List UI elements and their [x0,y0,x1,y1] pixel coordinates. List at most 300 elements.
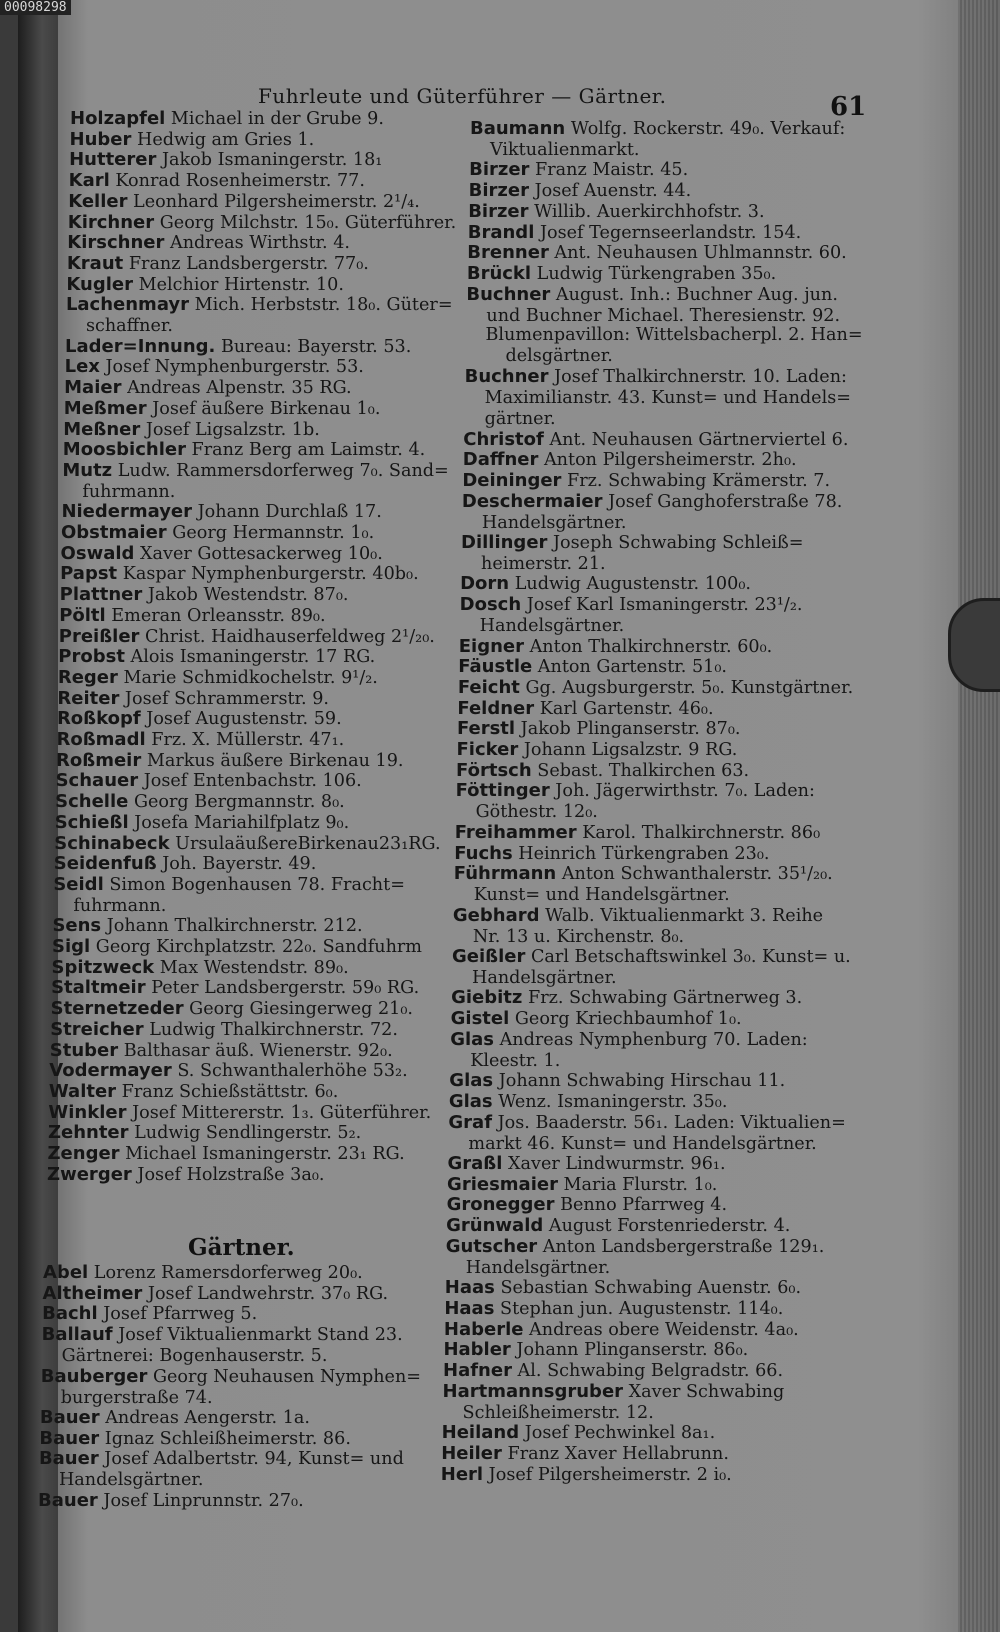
directory-entry [443,1381,843,1424]
entry-surname: Schelle [55,791,129,813]
entry-surname: Graßl [447,1153,503,1174]
entry-details: Georg Bergmannstr. 8₀. [133,792,345,813]
entry-surname: Buchner [464,366,549,388]
entry-details: Johann Durchlaß 17. [197,502,382,523]
directory-entry [446,1215,846,1237]
directory-entry [460,594,860,637]
directory-entry [67,211,457,234]
directory-entry [54,853,434,875]
directory-entry [444,1298,844,1320]
directory-entry [55,812,435,834]
entry-details: Heinrich Türkengraben 23₀. [518,843,770,864]
directory-entry [41,1366,431,1409]
entry-surname: Oswald [60,542,135,564]
directory-entry [460,573,860,595]
entry-surname: Hartmannsgruber [442,1380,624,1402]
directory-entry [463,449,863,471]
directory-entry [446,1236,846,1279]
directory-entry [444,1319,844,1341]
directory-entry [65,294,453,337]
entry-surname: Preißler [58,625,140,647]
directory-entry [457,718,857,740]
entry-continuation: Göthestr. 12₀. [475,802,598,823]
entry-surname: Kugler [66,273,133,295]
entry-continuation: Kunst= und Handelsgärtner. [473,885,730,906]
entry-surname: Geißler [452,946,526,967]
entry-details: Anton Schwanthalerstr. 35¹/₂₀. [561,864,833,885]
directory-entry [65,336,445,358]
entry-surname: Heiland [441,1422,520,1444]
directory-entry [468,222,868,244]
entry-surname: Gutscher [445,1235,538,1257]
entry-surname: Seidenfuß [53,853,157,875]
directory-entry [470,118,870,161]
entry-surname: Birzer [468,180,529,202]
entry-details: Andreas obere Weidenstr. 4a₀. [529,1319,799,1340]
directory-entry [47,1164,427,1186]
entry-details: Markus äußere Birkenau 19. [146,750,404,771]
entry-continuation: und Buchner Michael. Theresienstr. 92. [486,305,841,326]
entry-details: Johann Ligsalzstr. 9 RG. [523,740,738,760]
entry-surname: Brandl [467,221,535,243]
directory-entry [61,501,441,523]
entry-details: Frz. X. Müllerstr. 47₁. [151,730,345,750]
entry-surname: Bauer [39,1427,100,1449]
entry-details: Franz Xaver Hellabrunn. [507,1443,729,1464]
entry-surname: Lex [64,356,100,378]
directory-entry [42,1303,432,1325]
entry-continuation: Gärtnerei: Bogenhauserstr. 5. [61,1346,328,1367]
directory-entry [448,1153,848,1175]
directory-entry [63,419,443,441]
entry-surname: Seidl [53,873,104,895]
directory-entry [454,863,854,906]
entry-surname: Deininger [462,469,562,491]
entry-surname: Lader=Innung. [65,335,216,357]
entry-details: Josef Linprunnstr. 27₀. [103,1490,304,1511]
directory-entry [61,522,441,544]
entry-surname: Stuber [49,1039,119,1061]
entry-surname: Glas [448,1090,493,1112]
directory-entry [49,1081,429,1103]
entry-details: Lorenz Ramersdorferweg 20₀. [93,1263,363,1283]
entry-details: Josef Pilgersheimerstr. 2 i₀. [488,1464,732,1485]
entry-details: Georg Kirchplatzstr. 22₀. Sandfuhrm [95,937,422,957]
entry-details: Christ. Haidhauserfeldweg 2¹/₂₀. [145,626,435,647]
thumb-index-tab [948,598,1000,692]
entry-details: Josef Ligsalzstr. 1b. [145,419,320,440]
entry-surname: Abel [43,1262,89,1283]
entry-surname: Haas [444,1277,495,1299]
entry-surname: Maier [64,377,122,399]
directory-entry [70,129,450,151]
entry-details: Michael Ismaningerstr. 23₁ RG. [125,1144,405,1164]
entry-surname: Vodermayer [49,1060,172,1082]
entry-details: Xaver Lindwurmstr. 96₁. [508,1154,726,1174]
directory-entry [48,1122,428,1144]
directory-entry [67,232,447,254]
entry-details: Johann Schwabing Hirschau 11. [498,1071,786,1092]
directory-entry [463,429,863,451]
entry-details: Josef Auenstr. 44. [534,181,692,202]
entry-surname: Grünwald [446,1215,544,1237]
entry-surname: Bauer [38,1489,98,1511]
directory-entry [39,1448,429,1491]
entry-details: Ludwig Thalkirchnerstr. 72. [149,1019,398,1040]
entry-continuation: Maximilianstr. 43. Kunst= und Handels= [484,388,851,409]
entry-details: Andreas Aengerstr. 1a. [105,1407,311,1428]
entry-surname: Kirschner [67,232,165,254]
entry-details: Joseph Schwabing Schleiß= [553,533,804,553]
entry-surname: Streicher [50,1018,144,1040]
book-page [18,0,1000,1632]
entry-surname: Glas [450,1028,494,1050]
entry-surname: Plattner [59,584,143,606]
entry-continuation: delsgärtner. [505,346,613,366]
entry-surname: Brückl [466,262,532,284]
entry-surname: Griesmaier [447,1173,558,1195]
directory-entry [451,987,851,1009]
directory-entry [454,843,854,865]
entry-surname: Fuchs [454,842,513,864]
entry-details: Hedwig am Gries 1. [137,129,315,150]
entry-surname: Ficker [456,739,519,760]
directory-entry [457,739,857,761]
directory-entry [70,108,450,130]
directory-entry [57,729,437,751]
directory-entry [468,201,868,223]
entry-details: August. Inh.: Buchner Aug. jun. [555,284,838,305]
entry-details: Josef Augustenstr. 59. [146,709,342,730]
entry-details: Mich. Herbststr. 18₀. Güter= [194,295,453,316]
entry-surname: Probst [58,646,125,668]
entry-surname: Hutterer [69,149,157,171]
directory-entry [43,1262,433,1284]
entry-details: Jakob Ismaningerstr. 18₁ [161,150,383,171]
entry-surname: Dillinger [461,532,548,553]
page-number: 61 [830,92,867,122]
directory-entry [64,398,444,420]
directory-entry [466,284,866,327]
entry-surname: Fäustle [458,656,533,678]
entry-surname: Karl [68,170,110,192]
directory-entry [60,584,440,606]
entry-surname: Roßkopf [56,708,141,730]
entry-details: Andreas Wirthstr. 4. [169,233,350,254]
entry-details: Josef Pechwinkel 8a₁. [524,1423,716,1444]
entry-details: Jos. Baaderstr. 56₁. Laden: Viktualien= [497,1112,846,1133]
directory-entry [458,656,858,678]
directory-entry [441,1464,841,1486]
entry-details: Johann Thalkirchnerstr. 212. [106,916,363,937]
directory-entry [50,1019,430,1041]
entry-details: Josef Thalkirchnerstr. 10. Laden: [554,367,847,388]
entry-details: Xaver Schwabing [628,1381,785,1402]
directory-entry [68,191,448,213]
entry-details: Balthasar äuß. Wienerstr. 92₀. [123,1040,393,1061]
entry-details: Ant. Neuhausen Uhlmannstr. 60. [554,243,847,264]
directory-entry [52,936,432,958]
directory-entry [67,253,447,275]
entry-surname: Keller [68,190,128,212]
directory-entry [457,698,857,720]
entry-details: Stephan jun. Augustenstr. 114₀. [500,1298,784,1319]
entry-details: Gg. Augsburgerstr. 5₀. Kunstgärtner. [525,677,854,698]
entry-details: Georg Neuhausen Nymphen= [152,1366,422,1387]
directory-entry [59,605,439,627]
entry-surname: Dorn [460,573,510,595]
entry-details: Benno Pfarrweg 4. [560,1195,728,1216]
entry-details: Josef Nymphenburgerstr. 53. [105,357,364,378]
directory-entry [43,1283,433,1305]
entry-continuation: fuhrmann. [82,481,176,502]
entry-surname: Baumann [470,118,566,139]
entry-surname: Papst [60,563,118,585]
entry-surname: Mutz [62,459,113,481]
entry-details: Ludwig Augustenstr. 100₀. [514,574,751,595]
directory-entry [65,356,445,378]
entry-details: Ludwig Sendlingerstr. 5₂. [134,1123,362,1144]
entry-surname: Zwerger [47,1163,132,1185]
directory-entry [49,1060,429,1082]
entry-surname: Daffner [462,449,539,471]
entry-continuation: Handelsgärtner. [481,512,627,533]
entry-details: Ludw. Rammersdorferweg 7₀. Sand= [117,460,449,481]
entry-surname: Föttinger [455,780,550,802]
directory-entry [58,667,438,689]
entry-surname: Reiter [57,687,120,709]
entry-surname: Roßmadl [56,729,146,750]
entry-details: Kaspar Nymphenburgerstr. 40b₀. [122,564,419,585]
entry-surname: Schauer [55,770,139,792]
entry-surname: Haberle [443,1318,524,1340]
entry-continuation: markt 46. Kunst= und Handelsgärtner. [468,1133,817,1154]
entry-details: Michael in der Grube 9. [170,109,384,129]
entry-surname: Haas [444,1297,495,1319]
entry-surname: Pöltl [59,604,106,626]
entry-details: Sebast. Thalkirchen 63. [537,760,750,781]
entry-surname: Deschermaier [461,490,603,512]
entry-surname: Schießl [54,811,129,833]
entry-continuation: Kleestr. 1. [470,1050,561,1071]
entry-continuation: heimerstr. 21. [481,554,606,574]
directory-entry [50,1040,430,1062]
directory-entry [69,170,449,192]
directory-entry [62,459,449,503]
directory-entry [467,242,867,264]
entry-details: Josef Mittererstr. 1₃. Güterführer. [132,1102,432,1123]
entry-details: UrsulaäußereBirkenau23₁RG. [175,833,441,854]
entry-surname: Christof [463,428,544,450]
entry-details: Josef Schrammerstr. 9. [124,688,329,709]
entry-details: Leonhard Pilgersheimerstr. 2¹/₄. [133,191,420,212]
entry-surname: Giebitz [451,987,523,1009]
entry-surname: Eigner [458,635,524,657]
directory-entry [461,532,861,575]
entry-details: Carl Betschaftswinkel 3₀. Kunst= u. [530,947,851,967]
entry-details: Peter Landsbergerstr. 59₀ RG. [151,978,420,999]
entry-details: Melchior Hirtenstr. 10. [138,274,344,295]
entry-continuation: Schleißheimerstr. 12. [462,1402,654,1423]
entry-details: Josef Holzstraße 3a₀. [137,1164,325,1185]
entry-surname: Birzer [468,200,529,222]
running-header: Fuhrleute und Güterführer — Gärtner. [258,84,667,108]
entry-details: Maria Flurstr. 1₀. [563,1174,718,1195]
directory-entry [445,1277,845,1299]
entry-details: August Forstenriederstr. 4. [548,1216,791,1237]
directory-entry [469,159,869,181]
entry-surname: Gistel [450,1008,510,1030]
entry-continuation: burgerstraße 74. [60,1387,213,1408]
entry-details: Blumenpavillon: Wittelsbacherpl. 2. Han= [485,325,863,345]
entry-details: Georg Kriechbaumhof 1₀. [514,1009,742,1030]
directory-entry [56,770,436,792]
entry-details: Karol. Thalkirchnerstr. 86₀ [582,822,821,843]
entry-details: Konrad Rosenheimerstr. 77. [115,171,365,192]
directory-entry [447,1174,847,1196]
entry-surname: Schinabeck [54,832,170,854]
entry-details: Josef Pfarrweg 5. [103,1304,258,1325]
directory-entry [57,688,437,710]
entry-details: Frz. Schwabing Gärtnerweg 3. [527,988,803,1009]
entry-surname: Bauer [39,1406,100,1428]
entry-surname: Birzer [469,159,530,181]
entry-details: Ignaz Schleißheimerstr. 86. [104,1428,351,1449]
entry-details: Frz. Schwabing Krämerstr. 7. [567,470,831,491]
entry-continuation: Handelsgärtner. [479,616,625,637]
entry-surname: Graf [448,1111,493,1133]
entry-details: Wolfg. Rockerstr. 49₀. Verkauf: [570,119,846,139]
directory-entry [59,626,439,648]
entry-details: Josef Entenbachstr. 106. [143,771,362,792]
entry-surname: Habler [443,1339,511,1361]
entry-details: Johann Plinganserstr. 86₀. [516,1340,749,1361]
entry-surname: Brenner [467,242,549,264]
directory-entry [453,905,853,948]
entry-continuation: gärtner. [484,409,556,430]
entry-surname: Führmann [453,863,557,885]
section-heading-gaertner: Gärtner. [188,1234,295,1261]
entry-surname: Ballauf [41,1324,113,1346]
entry-details: Josefa Mariahilfplatz 9₀. [134,812,350,833]
directory-entry [443,1339,843,1361]
entry-details: Franz Schießstättstr. 6₀. [121,1081,339,1102]
entry-surname: Winkler [48,1101,127,1123]
directory-entry [449,1091,849,1113]
entry-surname: Feldner [457,697,535,719]
entry-details: Al. Schwabing Belgradstr. 66. [517,1361,784,1381]
directory-entry [447,1194,847,1216]
entry-details: Joh. Jägerwirthstr. 7₀. Laden: [555,781,815,802]
entry-surname: Holzapfel [70,108,166,129]
entry-details: Jakob Westendstr. 87₀. [147,585,349,606]
entry-details: Josef Karl Ismaningerstr. 23¹/₂. [526,595,803,616]
directory-entry [469,180,869,202]
directory-entry [456,780,856,823]
entry-surname: Obstmaier [61,522,167,543]
entry-surname: Bauer [38,1448,99,1470]
directory-entry [451,1008,851,1030]
directory-entry [462,470,862,492]
entry-continuation: Handelsgärtner. [472,968,617,988]
entry-surname: Reger [57,666,118,688]
entry-continuation: Handelsgärtner. [58,1470,204,1491]
entry-surname: Bachl [42,1303,98,1325]
directory-entry [40,1407,430,1429]
entry-surname: Gronegger [446,1194,555,1216]
entry-surname: Buchner [466,283,551,305]
entry-details: Georg Milchstr. 15₀. Güterführer. [159,212,457,233]
entry-details: Andreas Nymphenburg 70. Laden: [499,1029,808,1050]
entry-surname: Hafner [443,1360,512,1381]
entry-surname: Kraut [66,252,124,274]
directory-entry [465,366,865,430]
entry-details: Max Westendstr. 89₀. [159,957,349,978]
entry-details: Franz Maistr. 45. [535,160,689,181]
directory-entry [452,946,852,989]
entry-surname: Feicht [457,676,520,698]
entry-details: Andreas Alpenstr. 35 RG. [127,378,352,399]
entry-details: Georg Giesingerweg 21₀. [189,999,414,1020]
entry-details: Josef Landwehrstr. 37₀ RG. [147,1283,389,1304]
entry-details: Jakob Plinganserstr. 87₀. [520,719,741,740]
directory-entry [55,791,435,813]
entry-details: Willib. Auerkirchhofstr. 3. [534,201,765,222]
entry-details: Josef äußere Birkenau 1₀. [152,398,381,419]
entry-surname: Meßner [63,418,141,440]
directory-entry [53,874,433,917]
entry-continuation: schaffner. [85,316,173,337]
entry-surname: Walter [48,1080,117,1102]
entry-details: Wenz. Ismaningerstr. 35₀. [498,1091,728,1112]
directory-entry [450,1029,850,1072]
entry-details: S. Schwanthalerhöhe 53₂. [177,1061,408,1082]
entry-surname: Staltmeir [51,977,146,999]
directory-entry [39,1428,429,1450]
directory-entry [459,636,859,658]
entry-surname: Förtsch [456,759,532,781]
entry-surname: Zehnter [47,1122,129,1144]
entry-surname: Ferstl [456,718,516,740]
entry-details: Anton Gartenstr. 51₀. [537,657,727,678]
entry-details: Franz Landsbergerstr. 77₀. [128,253,369,274]
directory-entry [57,708,437,730]
entry-continuation: fuhrmann. [73,895,167,916]
entry-surname: Altheimer [42,1282,143,1304]
directory-entry [69,149,449,171]
entry-details: Xaver Gottesackerweg 10₀. [140,543,383,564]
entry-surname: Sternetzeder [50,998,184,1020]
entry-surname: Kirchner [67,211,155,233]
entry-surname: Bauberger [40,1365,148,1387]
directory-entry [442,1422,842,1444]
entry-surname: Spitzweck [51,956,155,978]
entry-details: Karl Gartenstr. 46₀. [539,698,714,719]
directory-entry [48,1143,428,1165]
directory-entry [61,543,441,565]
directory-entry [455,822,855,844]
entry-details: Ludwig Türkengraben 35₀. [536,263,777,284]
entry-surname: Heiler [441,1442,502,1464]
directory-entry [60,563,440,585]
directory-entry [448,1112,848,1155]
directory-entry [42,1324,432,1367]
directory-entry [456,760,856,782]
entry-surname: Huber [69,128,132,150]
directory-entry [462,491,862,534]
entry-surname: Herl [440,1463,484,1485]
entry-details: Josef Adalbertstr. 94, Kunst= und [104,1449,404,1470]
